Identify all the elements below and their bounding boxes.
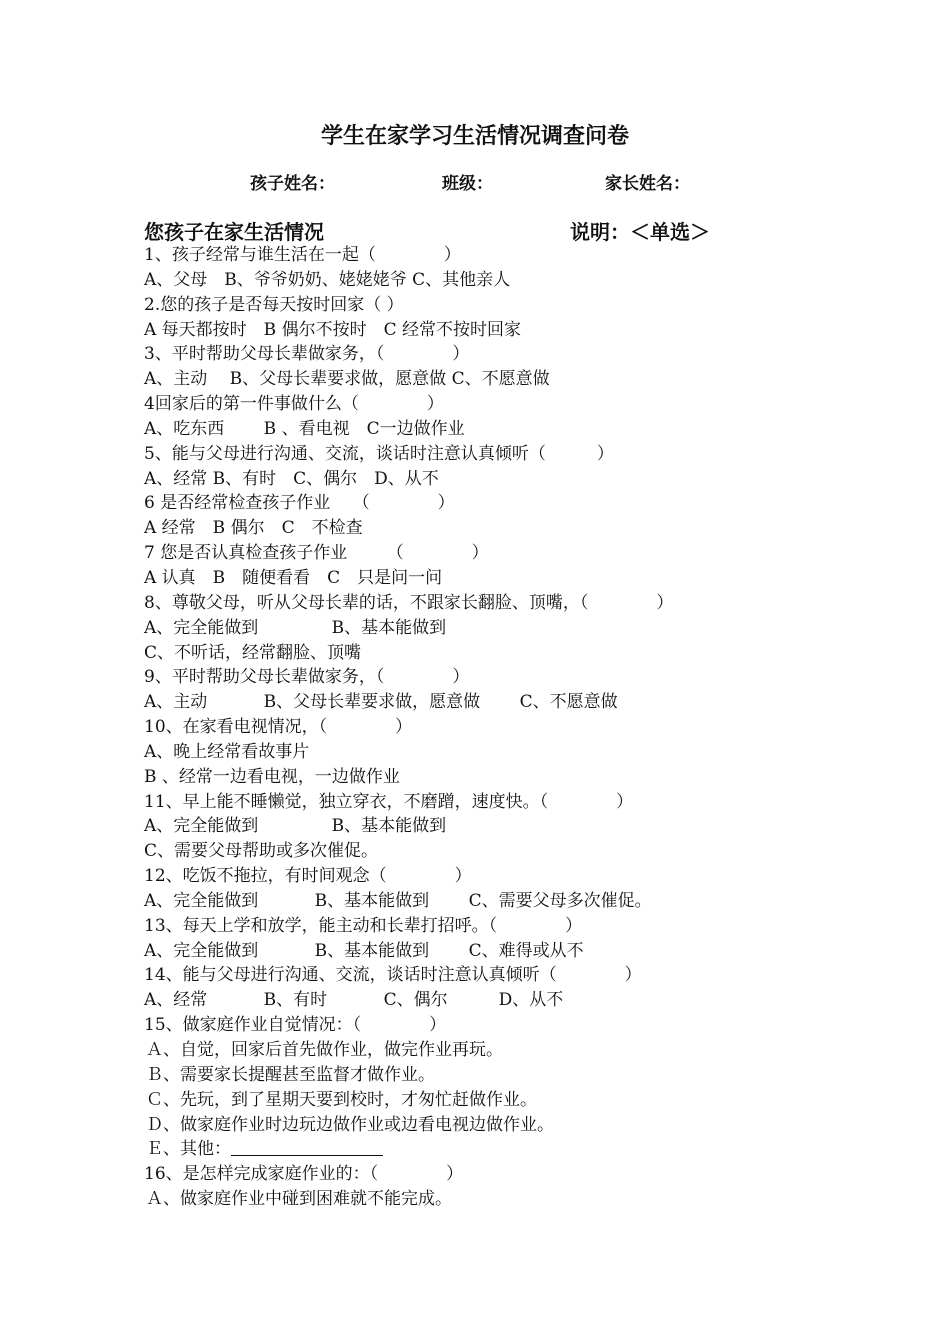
question-line: 12、吃饭不拖拉，有时间观念（ ） — [144, 866, 472, 887]
question-line: 3、平时帮助父母长辈做家务，（ ） — [144, 344, 470, 365]
class-label: 班级： — [442, 174, 493, 194]
question-line: 11、早上能不睡懒觉，独立穿衣，不磨蹭，速度快。（ ） — [144, 791, 634, 812]
option-line: Ｂ、需要家长提醒甚至监督才做作业。 — [146, 1064, 435, 1085]
section-heading: 您孩子在家生活情况 — [144, 220, 324, 244]
question-line: 4回家后的第一件事做什么（ ） — [144, 394, 444, 415]
option-line: A、主动 B、父母长辈要求做，愿意做 C、不愿意做 — [144, 692, 618, 713]
other-option-line — [144, 1137, 904, 1162]
option-line: B 、经常一边看电视，一边做作业 — [144, 766, 400, 787]
option-line: A 每天都按时 B 偶尔不按时 C 经常不按时回家 — [144, 319, 521, 340]
option-line: Ａ、自觉，回家后首先做作业，做完作业再玩。 — [146, 1040, 503, 1060]
option-line: Ｄ、做家庭作业时边玩边做作业或边看电视边做作业。 — [146, 1114, 554, 1135]
option-line: A、主动 B、父母长辈要求做，愿意做 C、不愿意做 — [144, 369, 550, 390]
question-line: 7 您是否认真检查孩子作业 （ ） — [144, 543, 489, 564]
section-note: 说明：＜单选＞ — [570, 220, 710, 244]
parent-name-label: 家长姓名： — [605, 174, 690, 194]
option-line: A、完全能做到 B、基本能做到 — [144, 816, 447, 837]
option-line: A 经常 B 偶尔 C 不检查 — [144, 518, 363, 539]
option-line: A、晚上经常看故事片 — [144, 741, 310, 762]
question-line: 16、是怎样完成家庭作业的：（ ） — [144, 1164, 464, 1185]
option-line: C、不听话，经常翻脸、顶嘴 — [144, 642, 362, 663]
option-line: A、吃东西 B 、看电视 C一边做作业 — [144, 418, 465, 439]
question-line: 1、孩子经常与谁生活在一起（ ） — [144, 245, 461, 265]
other-option-label: Ｅ、其他： — [146, 1139, 231, 1160]
question-line: 13、每天上学和放学，能主动和长辈打招呼。（ ） — [144, 915, 583, 936]
other-answer-blank[interactable] — [231, 1137, 383, 1156]
option-line: A 认真 B 随便看看 C 只是问一问 — [144, 567, 443, 588]
option-line: A、完全能做到 B、基本能做到 C、需要父母多次催促。 — [144, 890, 652, 911]
question-line: 10、在家看电视情况，（ ） — [144, 717, 413, 738]
question-line: 6 是否经常检查孩子作业 （ ） — [144, 493, 455, 514]
option-line: Ｃ、先玩，到了星期天要到校时，才匆忙赶做作业。 — [146, 1089, 537, 1110]
question-line: 14、能与父母进行沟通、交流，谈话时注意认真倾听（ ） — [144, 965, 642, 986]
page-title: 学生在家学习生活情况调查问卷 — [320, 123, 629, 149]
question-line: 2.您的孩子是否每天按时回家（ ） — [144, 294, 404, 315]
option-line: Ａ、做家庭作业中碰到困难就不能完成。 — [146, 1189, 452, 1210]
option-line: A、经常 B、有时 C、偶尔 D、从不 — [144, 468, 439, 489]
option-line: A、父母 B、爷爷奶奶、姥姥姥爷 C、其他亲人 — [144, 269, 511, 290]
question-line: 5、能与父母进行沟通、交流，谈话时注意认真倾听（ ） — [144, 443, 614, 464]
option-line: A、完全能做到 B、基本能做到 C、难得或从不 — [144, 940, 584, 961]
option-line: A、经常 B、有时 C、偶尔 D、从不 — [144, 990, 564, 1011]
question-line: 8、尊敬父母，听从父母长辈的话，不跟家长翻脸、顶嘴，（ ） — [144, 592, 674, 613]
option-line: A、完全能做到 B、基本能做到 — [144, 617, 447, 638]
question-line: 15、做家庭作业自觉情况：（ ） — [144, 1015, 447, 1036]
question-line: 9、平时帮助父母长辈做家务，（ ） — [144, 667, 470, 688]
question-list — [144, 243, 904, 1212]
option-line: C、需要父母帮助或多次催促。 — [144, 841, 379, 862]
child-name-label: 孩子姓名： — [250, 174, 335, 194]
